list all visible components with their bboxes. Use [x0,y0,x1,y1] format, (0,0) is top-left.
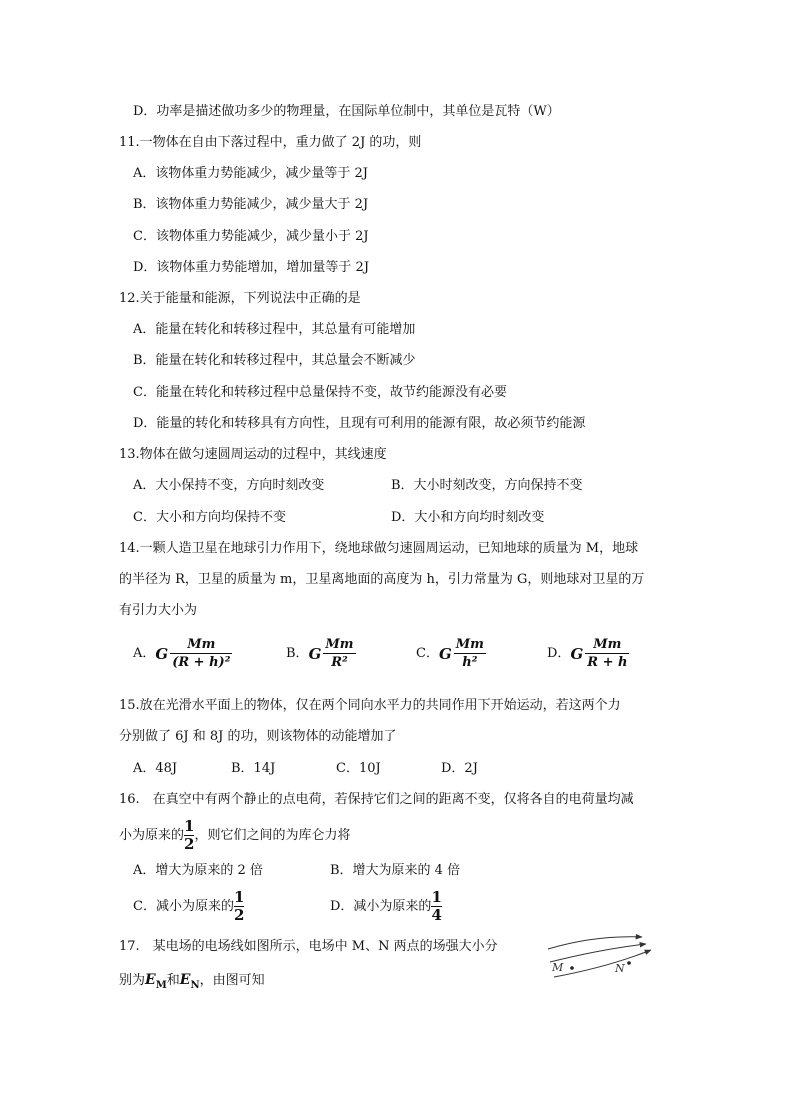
symbol-e: E [145,972,156,988]
q15-option-a: A．48J [133,761,178,776]
point-n [627,961,631,965]
field-line-2 [550,944,646,962]
q10-option-d: D．功率是描述做功多少的物理量，在国际单位制中，其单位是瓦特（W） [133,104,560,119]
symbol-e: E [179,972,191,988]
denominator: 4 [431,906,442,924]
formula-fraction [170,636,232,671]
q12-option-d: D．能量的转化和转移具有方向性，且现有可利用的能源有限，故必须节约能源 [133,416,586,431]
point-m [570,966,574,970]
numerator: 1 [431,888,442,906]
field-line-1 [548,937,642,949]
q14-option-b [286,636,356,671]
q16-option-b: B．增大为原来的 4 倍 [330,863,461,878]
q14-stem-line-2: 的半径为 R，卫星的质量为 m，卫星离地面的高度为 h，引力常量为 G，则地球对卫星的万 [119,572,645,587]
fraction-one-half [184,818,194,853]
q15-option-b: B．14J [231,761,276,776]
q13-option-a: A．大小保持不变，方向时刻改变 [133,478,325,493]
numerator: 1 [184,817,195,835]
q14-option-d [547,636,629,671]
q13-option-d: D．大小和方向均时刻改变 [391,510,545,525]
numerator: 1 [233,888,245,906]
q14-stem-line-3: 有引力大小为 [119,603,198,618]
option-text: D．减小为原来的 [330,899,432,914]
q15-stem-line-1: 15.放在光滑水平面上的物体，仅在两个同向水平力的共同作用下开始运动，若这两个力 [119,698,621,713]
option-text: C．减小为原来的 [133,899,234,914]
denominator: 2 [184,835,195,853]
label-n: N [615,962,625,975]
q12-option-c: C．能量在转化和转移过程中总量保持不变，故节约能源没有必要 [133,385,507,400]
q12-option-b: B．能量在转化和转移过程中，其总量会不断减少 [133,353,416,368]
numerator: Mm [325,637,354,652]
q12-option-a: A．能量在转化和转移过程中，其总量有可能增加 [133,322,416,337]
gravitational-constant: G [438,644,452,663]
fraction-one-half [234,889,244,924]
q11-option-c: C．该物体重力势能减少，减少量小于 2J [133,229,369,244]
q13-stem: 13.物体在做匀速圆周运动的过程中，其线速度 [119,447,387,462]
fraction-one-quarter [431,889,441,924]
q15-option-d: D．2J [441,761,478,776]
numerator: Mm [585,636,629,654]
q16-stem-line-1: 16. 在真空中有两个静止的点电荷，若保持它们之间的距离不变，仅将各自的电荷量均减 [119,792,634,807]
formula-fraction [323,636,355,671]
q11-stem: 11.一物体在自由下落过程中，重力做了 2J 的功，则 [119,135,422,150]
gravitational-constant: G [308,644,322,663]
q13-option-b: B．大小时刻改变，方向保持不变 [391,478,583,493]
q15-stem-line-2: 分别做了 6J 和 8J 的功，则该物体的动能增加了 [119,729,397,744]
subscript-n: N [190,979,200,991]
stem-text: ，则它们之间的为库仑力将 [194,828,351,843]
electric-field-figure [540,925,670,995]
option-letter: D． [547,646,571,661]
numerator: Mm [170,636,232,654]
label-m: M [552,961,564,974]
denominator: h² [462,655,478,670]
q16-option-d [330,889,442,924]
gravitational-constant: G [570,644,584,663]
q12-stem: 12.关于能量和能源，下列说法中正确的是 [119,291,361,306]
denominator: R + h [587,655,628,670]
numerator: Mm [455,637,484,652]
denominator: (R + h)² [172,655,231,670]
option-letter: C． [416,646,439,661]
denominator: 2 [233,906,245,924]
q13-option-c: C．大小和方向均保持不变 [133,510,286,525]
formula-fraction [454,636,486,671]
q16-option-c [133,889,244,924]
option-letter: B． [286,646,309,661]
q14-option-a [133,636,232,671]
q16-stem-line-2 [119,818,350,853]
stem-text: ，由图可知 [199,973,265,988]
q11-option-a: A．该物体重力势能减少，减少量等于 2J [133,166,369,181]
option-letter: A． [133,646,156,661]
formula-fraction [585,636,629,671]
q17-stem-line-2 [119,970,265,996]
q11-option-d: D．该物体重力势能增加，增加量等于 2J [133,260,370,275]
q14-stem-line-1: 14.一颗人造卫星在地球引力作用下，绕地球做匀速圆周运动，已知地球的质量为 M，地球 [119,541,639,556]
stem-text: 别为 [119,973,146,988]
q14-option-c [416,636,486,671]
field-strength-en [179,972,200,991]
q17-stem-line-1: 17. 某电场的电场线如图所示，电场中 M、N 两点的场强大小分 [119,939,498,954]
field-line-3 [554,950,651,977]
q11-option-b: B．该物体重力势能减少，减少量大于 2J [133,197,369,212]
q15-option-c: C．10J [336,761,381,776]
field-strength-em [145,972,167,991]
q16-option-a: A．增大为原来的 2 倍 [133,863,263,878]
denominator: R² [331,655,348,670]
stem-text: 小为原来的 [119,828,185,843]
subscript-m: M [155,979,167,991]
stem-text: 和 [166,973,180,988]
gravitational-constant: G [155,644,169,663]
